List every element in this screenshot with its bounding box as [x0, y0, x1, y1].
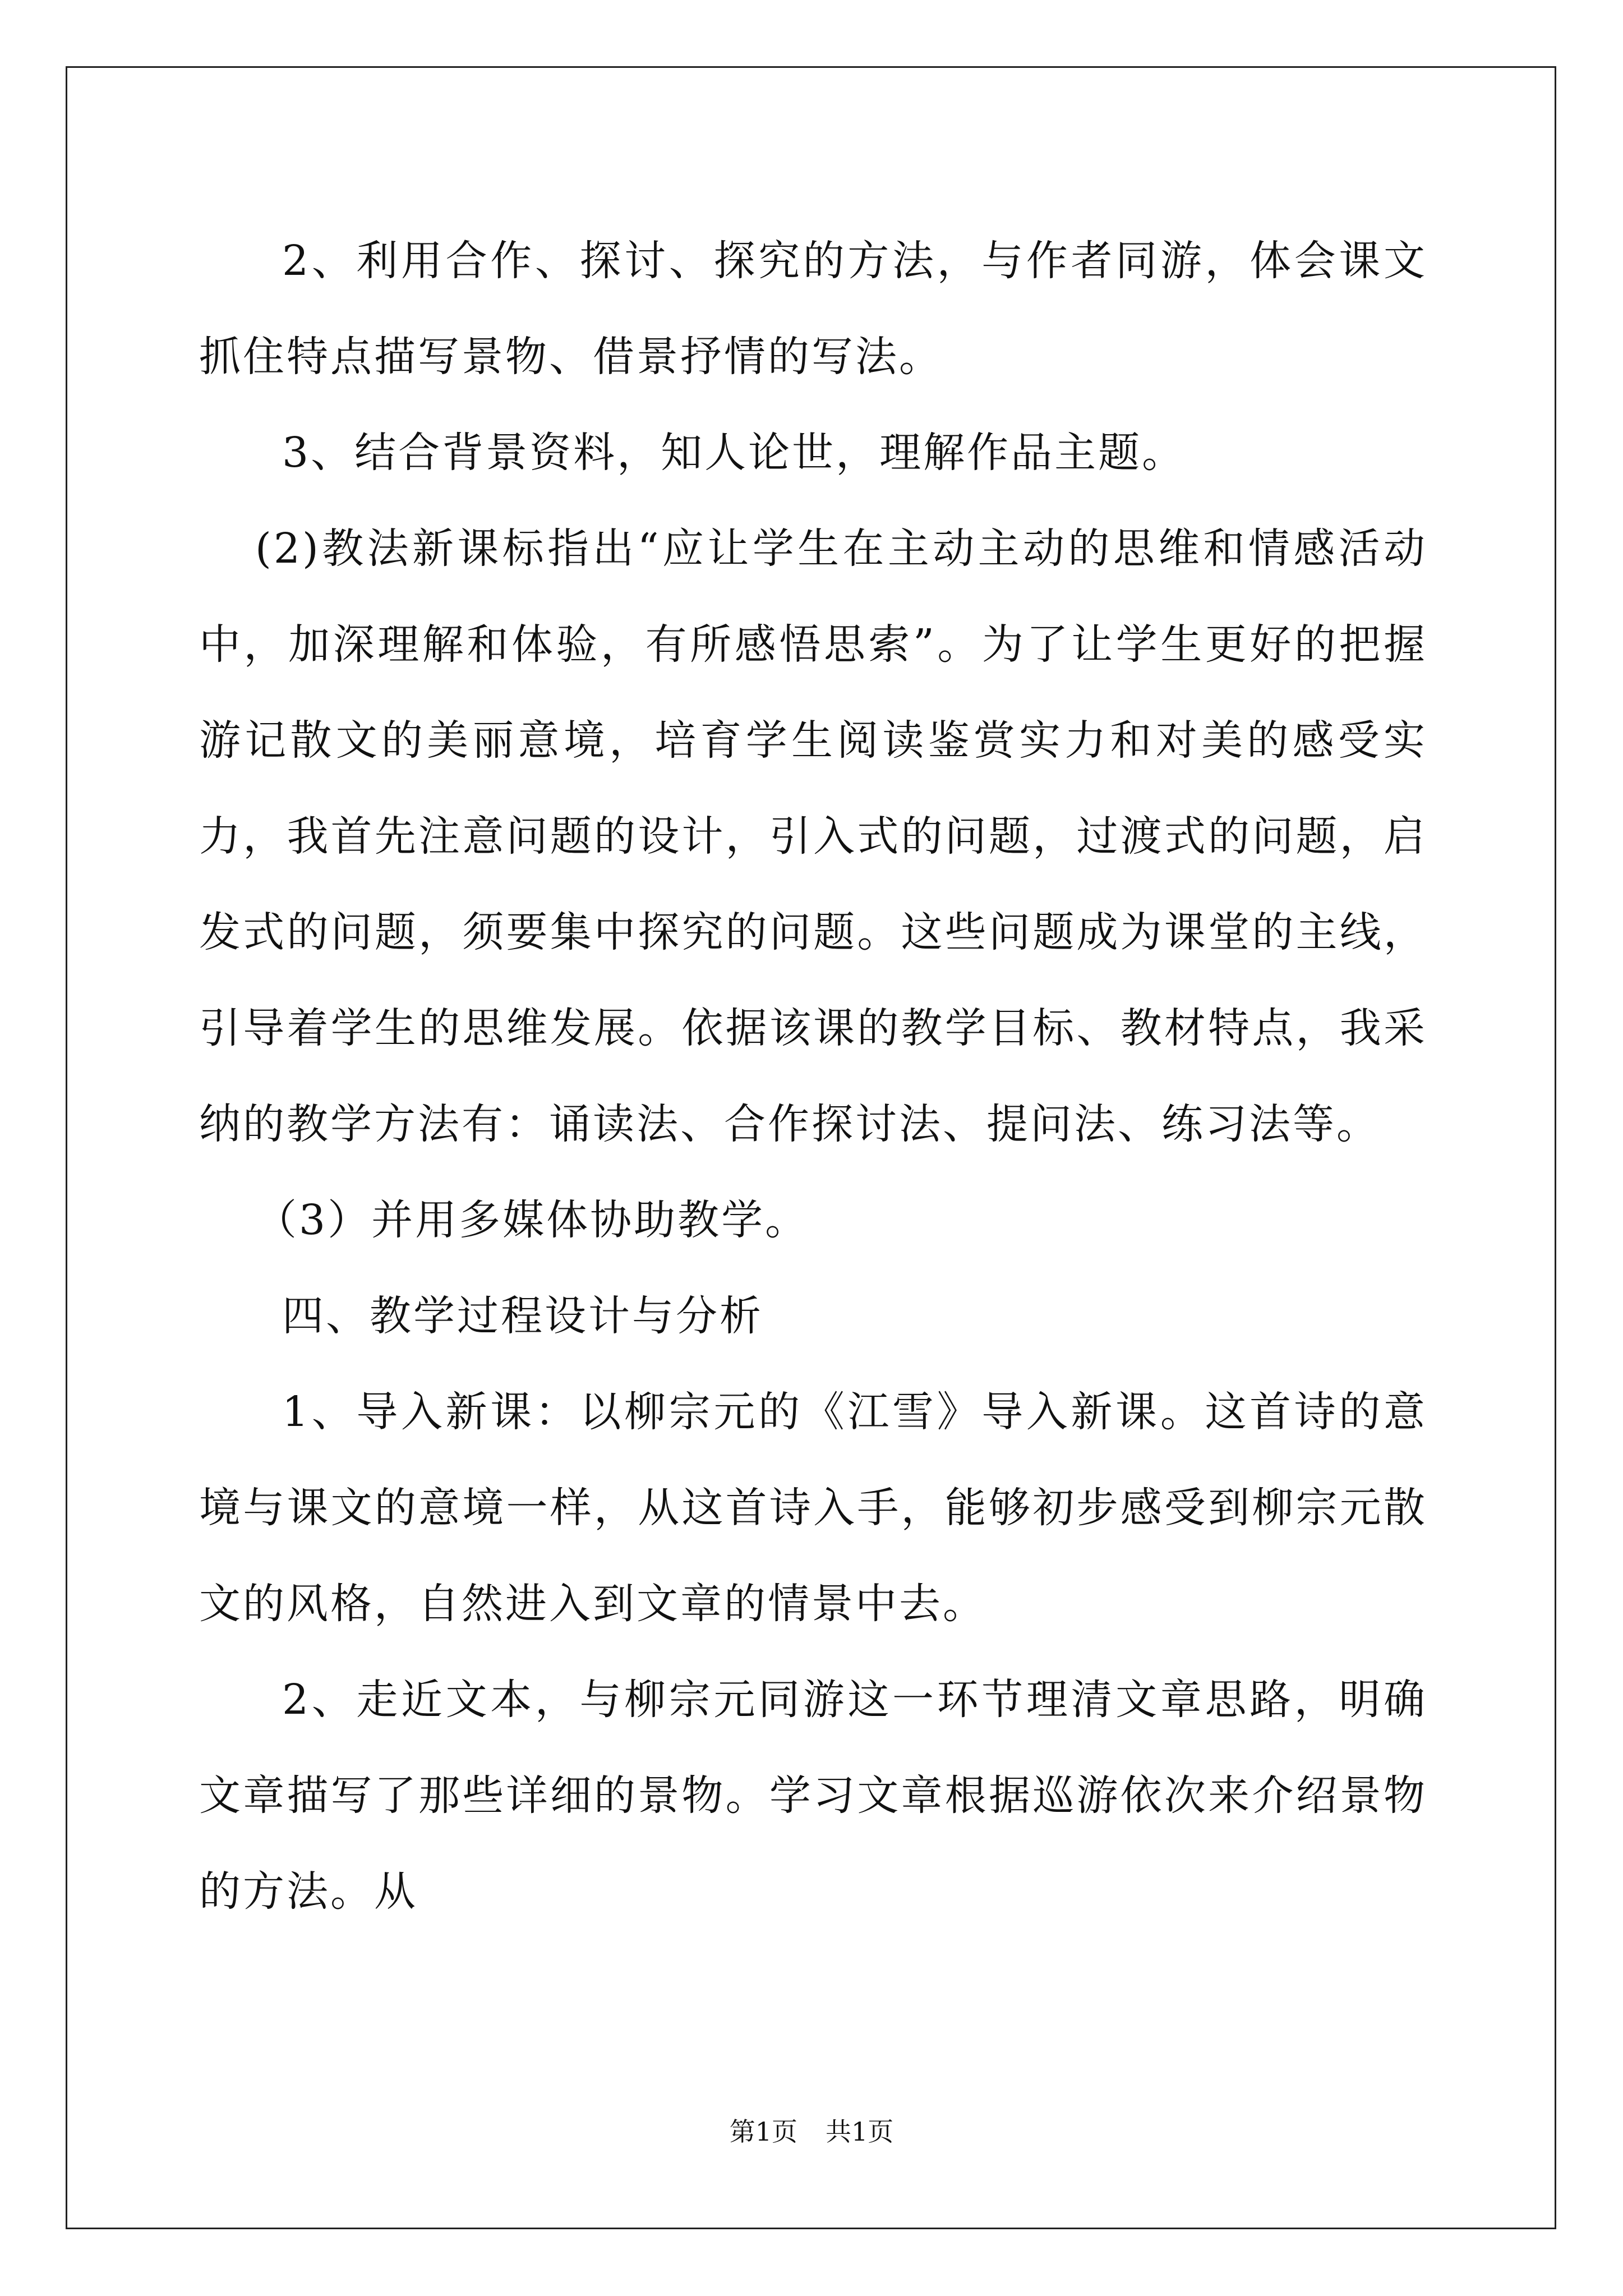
- page-total: 共1页: [826, 2116, 894, 2147]
- paragraph: （3）并用多媒体协助教学。: [255, 1196, 809, 1244]
- paragraph: 2、利用合作、探讨、探究的方法，与作者同游，体会课文抓住特点描写景物、借景抒情的写法。: [199, 237, 1427, 381]
- paragraph: 3、结合背景资料，知人论世，理解作品主题。: [282, 429, 1186, 477]
- paragraph: 1、导入新课：以柳宗元的《江雪》导入新课。这首诗的意境与课文的意境一样，从这首诗入手，能够初步感受到柳宗元散文的风格，自然进入到文章的情景中去。: [199, 1388, 1427, 1628]
- paragraph: (2)教法新课标指出“应让学生在主动主动的思维和情感活动中，加深理解和体验，有所感悟思索”。为了让学生更好的把握游记散文的美丽意境，培育学生阅读鉴赏实力和对美的感受实力，我首先注意问题的设计，引入式的问题，过渡式的问题，启发式的问题，须要集中探究的问题。这些问题成为课堂的主线，引导着学生的思维发展。依据该课的教学目标、教材特点，我采纳的教学方法有：诵读法、合作探讨法、提问法、练习法等。: [199, 524, 1427, 1148]
- page-number: 第1页: [729, 2116, 797, 2147]
- paragraph: 2、走近文本，与柳宗元同游这一环节理清文章思路，明确文章描写了那些详细的景物。学习文章根据巡游依次来介绍景物的方法。从: [199, 1676, 1427, 1916]
- section-heading: 四、教学过程设计与分析: [282, 1292, 763, 1340]
- document-body: [199, 213, 1427, 1940]
- page-footer: [0, 2115, 1623, 2148]
